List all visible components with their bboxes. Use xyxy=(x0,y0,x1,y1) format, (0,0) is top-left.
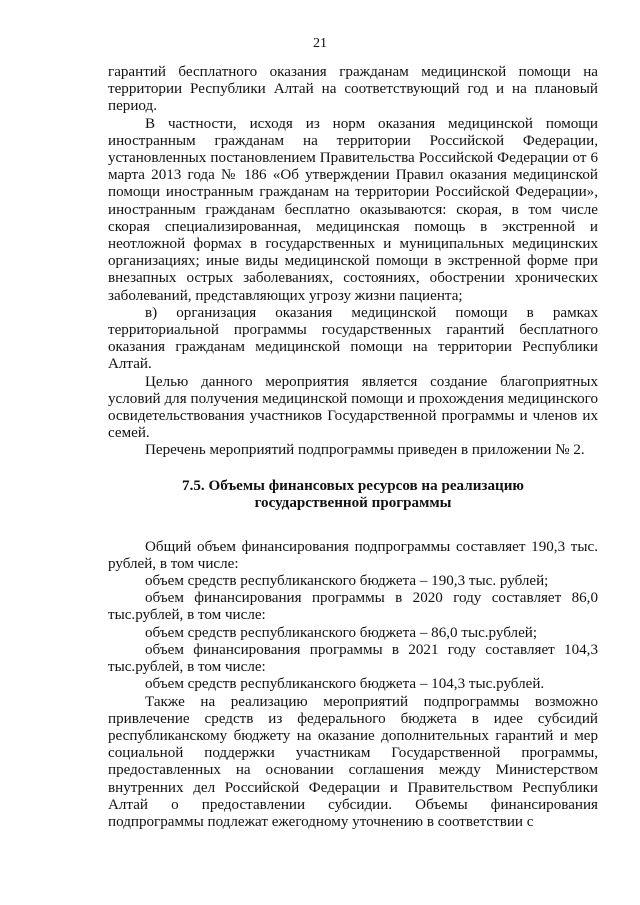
paragraph-republic-budget-2020: объем средств республиканского бюджета – 86,0 тыс.рублей; xyxy=(145,624,538,641)
paragraph-funding-2021: объем финансирования программы в 2021 году составляет 104,3 тыс.рублей, в том числе: xyxy=(108,641,598,676)
paragraph-total-republic-budget: объем средств республиканского бюджета – 190,3 тыс. рублей; xyxy=(145,573,549,590)
paragraph-funding-2020: объем финансирования программы в 2020 году составляет 86,0 тыс.рублей, в том числе: xyxy=(108,590,598,624)
document-body xyxy=(108,64,598,831)
paragraph-total-funding: Общий объем финансирования подпрограммы составляет 190,3 тыс. рублей, в том числе: xyxy=(108,538,598,572)
section-heading-line-1: 7.5. Объемы финансовых ресурсов на реализацию xyxy=(182,477,524,494)
section-heading xyxy=(108,460,598,539)
paragraph-federal-funding: Также на реализацию мероприятий подпрограммы возможно привлечение средств из федерального бюджета в идее субсидий республиканскому бюджету на оказание дополнительных гарантий и мер социальной поддержки участникам Государственной программы, предоставленных на основании соглашения между Министерством внутренних дел Российской Федерации и Правительством Республики Алтай о предоставлении субсидии. Объемы финансирования подпрограммы подлежат ежегодному уточнению в соответствии с xyxy=(108,693,598,830)
paragraph-continuation: гарантий бесплатного оказания гражданам медицинской помощи на территории Республики Алтай на соответствующий год и на плановый период. xyxy=(108,64,598,115)
page-number: 21 xyxy=(313,36,327,51)
paragraph-appendix-ref: Перечень мероприятий подпрограммы приведен в приложении № 2. xyxy=(145,442,585,459)
paragraph-item-v: в) организация оказания медицинской помощи в рамках территориальной программы государственных гарантий бесплатного оказания гражданам медицинской помощи на территории Республики Алтай. xyxy=(108,304,598,373)
paragraph-foreign-citizens: В частности, исходя из норм оказания медицинской помощи иностранным гражданам на территории Российской Федерации, установленных постановлением Правительства Российской Федерации от 6 марта 2013 года № 186 «Об утверждении Правил оказания медицинской помощи иностранным гражданам на территории Российской Федерации», иностранным гражданам бесплатно оказываются: скорая, в том числе скорая специализированная, медицинская помощь в экстренной и неотложной формах в государственных и муниципальных медицинских организациях; иные виды медицинской помощи в экстренной форме при внезапных острых заболеваниях, состояниях, обострении хронических заболеваний, представляющих угрозу жизни пациента; xyxy=(108,115,598,304)
section-heading-line-2: государственной программы xyxy=(254,495,452,512)
paragraph-republic-budget-2021: объем средств республиканского бюджета – 104,3 тыс.рублей. xyxy=(145,676,545,693)
paragraph-goal: Целью данного мероприятия является создание благоприятных условий для получения медицинской помощи и прохождения медицинского освидетельствования участников Государственной программы и членов их семей. xyxy=(108,373,598,442)
